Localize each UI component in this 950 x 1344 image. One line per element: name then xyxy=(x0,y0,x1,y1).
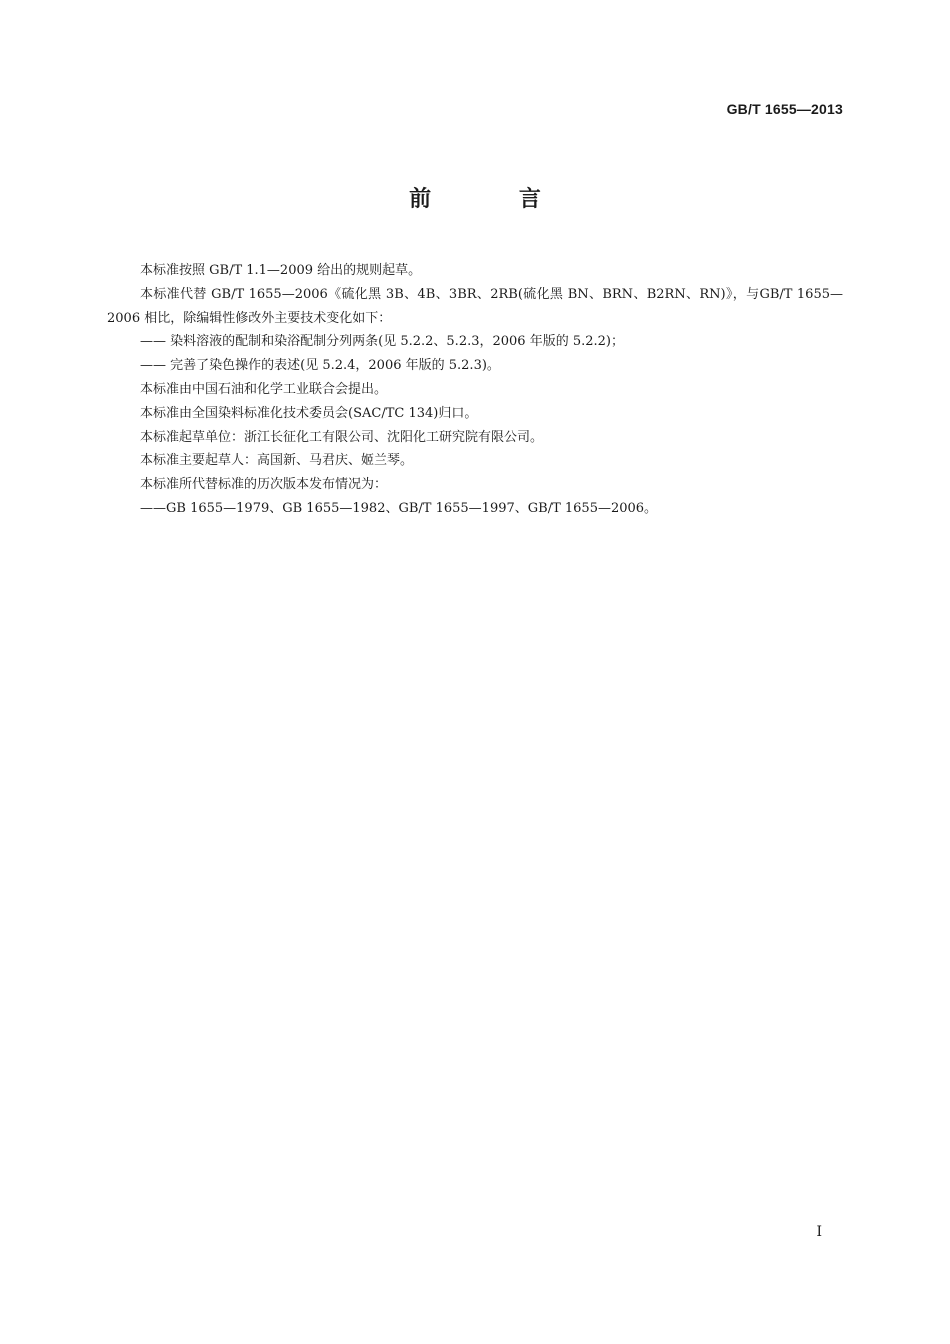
list-item-change-2: —— 完善了染色操作的表述(见 5.2.4，2006 年版的 5.2.3)。 xyxy=(140,358,500,374)
list-item-change-1: —— 染料溶液的配制和染浴配制分列两条(见 5.2.2、5.2.3，2006 年版的 5.2.2)； xyxy=(140,334,624,350)
paragraph-drafting-organizations: 本标准起草单位：浙江长征化工有限公司、沈阳化工研究院有限公司。 xyxy=(140,429,544,445)
paragraph-drafting-rules: 本标准按照 GB/T 1.1—2009 给出的规则起草。 xyxy=(140,263,422,278)
standard-code: GB/T 1655—2013 xyxy=(726,101,843,117)
paragraph-replacement: 本标准代替 GB/T 1655—2006《硫化黑 3B、4B、3BR、2RB(硫化黑 BN、BRN、B2RN、RN)》，与GB/T 1655—2006 相比，除编辑性修改外主要技术变化如下： xyxy=(107,286,843,326)
page-number: I xyxy=(816,1224,822,1240)
paragraph-under-jurisdiction: 本标准由全国染料标准化技术委员会(SAC/TC 134)归口。 xyxy=(140,405,478,421)
foreword-body xyxy=(107,259,843,521)
paragraph-previous-editions-intro: 本标准所代替标准的历次版本发布情况为： xyxy=(140,477,388,493)
page-title: 前 言 xyxy=(409,187,581,212)
paragraph-proposed-by: 本标准由中国石油和化学工业联合会提出。 xyxy=(140,381,388,397)
list-item-previous-editions: ——GB 1655—1979、GB 1655—1982、GB/T 1655—1997、GB/T 1655—2006。 xyxy=(140,500,658,516)
paragraph-drafters: 本标准主要起草人：高国新、马君庆、姬兰琴。 xyxy=(140,453,414,469)
